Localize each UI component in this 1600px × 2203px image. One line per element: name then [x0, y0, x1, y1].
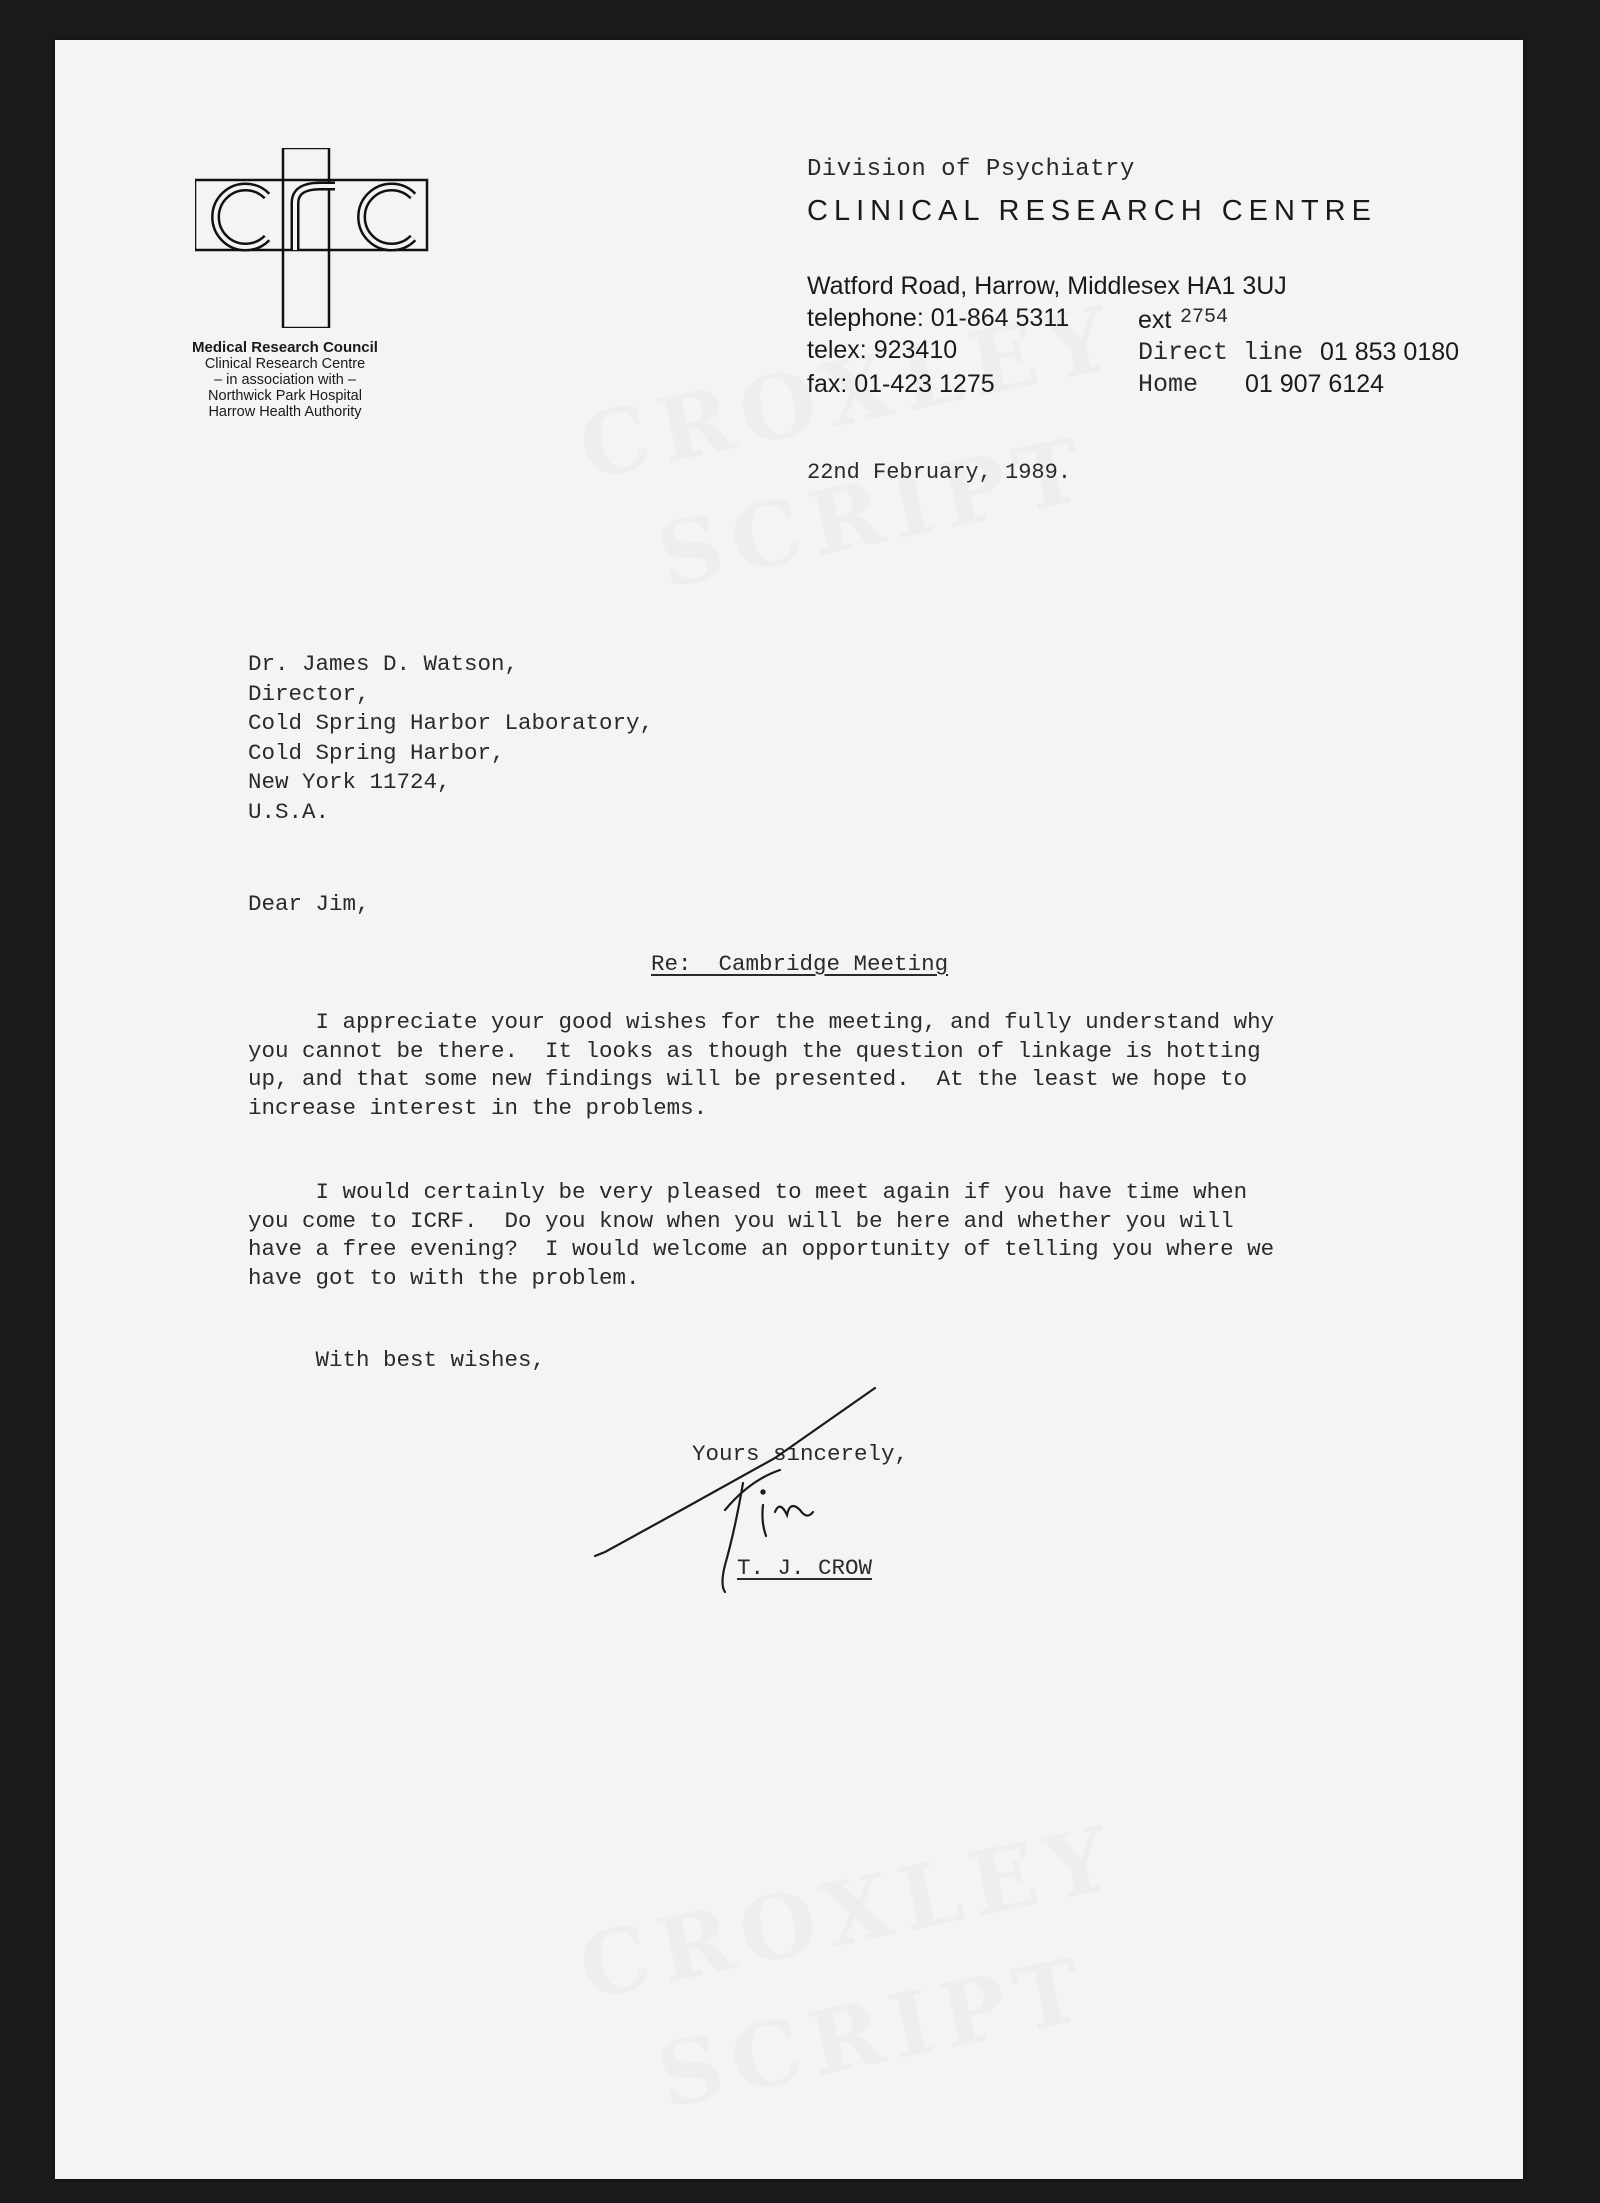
telex: telex: 923410 [807, 336, 958, 364]
direct-line-value: 01 853 0180 [1320, 338, 1460, 366]
org-line-4: Harrow Health Authority [208, 404, 362, 420]
paragraph-line: you come to ICRF. Do you know when you will be here and whether you will [248, 1207, 1234, 1234]
org-name: Medical Research Council [192, 339, 378, 356]
subject-text: Cambridge Meeting [718, 951, 949, 977]
telephone: telephone: 01-864 5311 [807, 304, 1070, 332]
paragraph-line: you cannot be there. It looks as though the question of linkage is hotting [248, 1037, 1261, 1064]
home-value: 01 907 6124 [1245, 370, 1385, 398]
signer-name: T. J. CROW [737, 1555, 873, 1581]
org-line-1: Clinical Research Centre [204, 356, 366, 372]
letter-page [55, 40, 1523, 2179]
salutation: Dear Jim, [248, 891, 370, 917]
subject-prefix: Re: [651, 951, 692, 977]
recipient-address [248, 650, 653, 827]
org-line-2: – in association with – [214, 372, 356, 388]
closing-wishes: With best wishes, [248, 1347, 546, 1373]
recipient-line: Cold Spring Harbor Laboratory, [248, 710, 654, 736]
paragraph-line: I appreciate your good wishes for the meeting, and fully understand why [248, 1009, 1275, 1035]
org-line-3: Northwick Park Hospital [208, 388, 362, 404]
paragraph-line: increase interest in the problems. [248, 1094, 708, 1121]
recipient-line: New York 11724, [248, 769, 451, 795]
ext-label: ext [1138, 306, 1172, 334]
division-name: Division of Psychiatry [807, 156, 1135, 183]
organisation-block [165, 340, 405, 420]
recipient-line: U.S.A. [248, 798, 330, 825]
direct-line-label: Direct line [1138, 338, 1304, 367]
crc-logo [195, 148, 435, 328]
letter-date: 22nd February, 1989. [807, 460, 1072, 485]
paragraph-2 [248, 1178, 1274, 1292]
subject-line [651, 950, 948, 979]
home-label: Home [1138, 370, 1199, 399]
recipient-line: Dr. James D. Watson, [248, 651, 519, 677]
recipient-line: Director, [248, 680, 370, 707]
recipient-line: Cold Spring Harbor, [248, 739, 505, 766]
paragraph-1 [248, 1008, 1274, 1122]
fax: fax: 01-423 1275 [807, 370, 995, 398]
paragraph-line: have a free evening? I would welcome an opportunity of telling you where we [248, 1236, 1275, 1262]
paragraph-line: have got to with the problem. [248, 1264, 640, 1291]
ext-value: 2754 [1180, 306, 1229, 329]
paragraph-line: up, and that some new findings will be presented. At the least we hope to [248, 1066, 1248, 1092]
postal-address: Watford Road, Harrow, Middlesex HA1 3UJ [807, 272, 1287, 300]
centre-name: CLINICAL RESEARCH CENTRE [807, 195, 1377, 227]
valediction: Yours sincerely, [692, 1441, 909, 1467]
paragraph-line: I would certainly be very pleased to meet again if you have time when [248, 1179, 1248, 1205]
